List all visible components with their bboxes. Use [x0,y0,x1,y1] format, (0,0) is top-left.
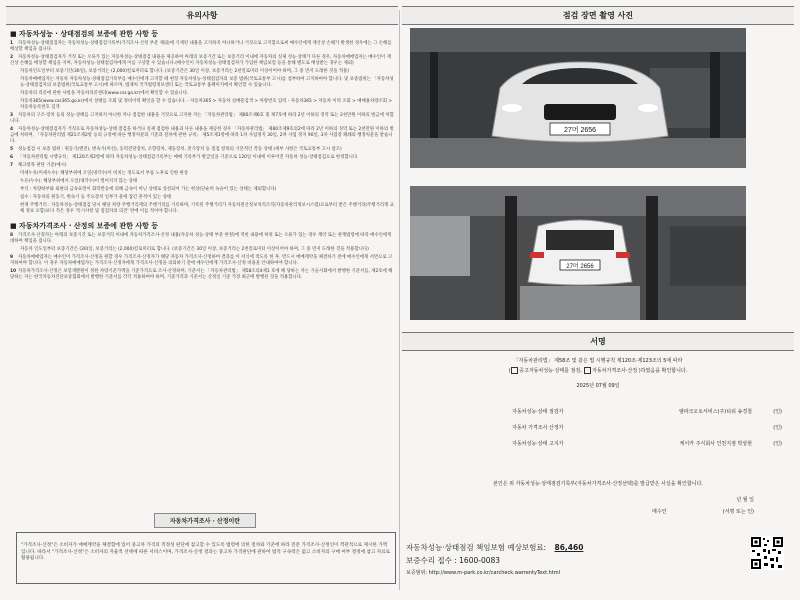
signature-seal[interactable]: (인) [773,425,782,431]
paragraph-number: 2 [10,55,14,60]
paragraph-number: 9 [10,255,14,260]
paragraph-text: 현재 주행거리 : 자동차성능·상태점검 당시 해당 차량 주행거리계의 주행거리를 기록하며, 기록된 주행거리가 자동차전산정보처리조직(자동차관리정보시스템)으로부터 받은 주행거리(주행거리계 교체 정보 포함)보다 적은 경우 '특기사항 및 점검자의 의견' 란에 이를 적어야 합니다. [20,203,394,214]
signature-role: 자동차성능·상태 점검자 [512,409,564,415]
issued-confirmation: 본인은 위 자동차성능·상태점검기록부(자동차가격조사·산정선택)를 발급받은 사실을 확인합니다. [493,481,703,487]
section1-paragraphs [6,41,398,215]
notice-paragraph [20,69,394,75]
notice-paragraph [10,127,394,145]
signature-role: 자동차성능·상태 고지자 [512,441,564,447]
signature-name: 케이카 주식회사 인천지점 박상현 [679,441,752,447]
notice-paragraph [20,91,394,97]
paragraph-text: 부식 : 차량하부와 외판의 금속표면이 화학반응에 의해 금속이 아닌 상태로 상실되어 가는 현상(단순히 녹슬어 있는 상태는 제외합니다) [20,187,277,192]
paragraph-text: 성능점검 시 보증 범위 : 원동기(엔진), 변속기(미션), 동력전달장치, 조향장치, 제동장치, 전기장치 등 점검 항목의 기본적인 작동 상태 (세부 사항은 국토교통부 고시 참조) [18,147,342,152]
paragraph-number: 10 [10,269,17,274]
car-front-photo [410,28,746,168]
plate-front-text: 27머 2656 [563,127,597,134]
paragraph-text: 자동차매매업자는 자동차 자동차성능·상태점검기록부를 매수인에게 고지할 때 현장 자동차성능·상태점검자의 보증 범위(국토교통부 고시)를 첨부하여 고지하여야 합니다. 및 보증범위는 「자동차성능·상태점검자의 보증범위(국토교통부 고시)에 따르며, 법제처 국가법령정보센터 또는 국토교통부 홈페이지에서 확인할 수 있습니다. [20,77,394,88]
paragraph-text: 자동차가격조사·산정은 보험개발원이 정한 차량기준가액을 기준가격으로 조사·산정하며, 기준서는 「자동차관리법」 제58조의4제1 호에 해 당하는 자는 기술사회에서 발행한 기준서를, 제2호에 해당하는 자는 한국자동차진단보증협회에서 발행한 기준서를 각각 적용하여야 하며, 기준가격과 기준서는 산정일 기준 가장 최근에 발행된 것을 적용합니다. [10,269,393,280]
notice-paragraph [20,77,394,89]
paragraph-text: 누유(누수): 해당부위에서 오일(냉각수)이 떨어지지 않는 상태 [20,179,138,184]
insurance-block [402,536,794,596]
paragraph-text: 자동차의 구조·장치 등의 성능·상태를 고지하지 아니한 자나 점검한 내용을 거짓으로 고지한 자는 「자동차관리법」 제80조제6호 및 제7호에 따라 2년 이하의 징역 또는 2천만원 이하의 벌금에 처합니다. [10,113,394,124]
signature-seal[interactable]: (인) [773,409,782,415]
signature-row [402,440,794,452]
paragraph-number: 4 [10,127,14,132]
notice-paragraph [10,41,394,53]
notice-header: 유의사항 [6,6,398,25]
buyer-sign: (서명 또는 인) [722,509,754,515]
paragraph-text: 자동차성능·상태점검자가 거짓 또는 오류가 있는 자동차성능·상태점검 내용을 제공하여 아래의 보증기간 또는 보증거리 이내에 자동차의 실제 성능·상태가 다른 경우, 자동차매매업자는 매수인이 재산상 손해를 배상할 책임을 지며, 자동차성능·상태점검자에게 이를 구상할 수 있습니다.(매수인이 자동차성능·상태점검자가 가입한 책임보험 등을 통해 별도로 배상받는 경우는 제외) [10,55,391,66]
column-divider [399,10,400,590]
signature-name: 엠파크오토서비스(주)티워 송경철 [678,409,752,415]
notice-paragraph [20,171,394,177]
signature-role: 자동차 가격조사 산정자 [512,425,564,431]
signature-checks: ( 중고자동차성능·상태를 점검, 자동차가격조사·산정 )하였음을 확인합니다. [508,368,688,374]
check-inspection-box[interactable] [511,367,518,374]
photo-sign-column [402,6,794,594]
plate-rear-text: 27머 2656 [566,264,594,270]
notice-paragraph [10,233,394,245]
paragraph-text: 「자동차관리법 시행규칙」 제120조제2항에 따라 자동차성능·상태점검기록부는 매매 기록부가 발급일을 기준으로 120일 이내에 이루어진 자동차 성능·상태점검으로 한정합니다. [18,155,359,160]
insurance-title-row [406,542,794,553]
notice-paragraph [20,203,394,215]
paragraph-number: 6 [10,155,14,160]
insurance-amount: 86,460 [554,543,584,552]
signature-row [402,424,794,436]
paragraph-text: 자동차인도일부터 보증기간(30일), 보증거리는 (2,000)킬로미터로 합니다. (보증기간은 30일 이상, 보증거리는 2천킬로미터 이상이어야 하며, 그 중 먼저 도래한 것을 적용) [20,69,350,74]
notice-column [6,6,398,594]
signature-seal[interactable]: (인) [773,441,782,447]
paragraph-text: 미세누유(미세누수): 해당부위에 오일(냉각수)이 비치는 정도로서 부품 노후로 인한 현상 [20,171,188,176]
car-rear-photo [410,186,746,320]
section1-title: ■ 자동차성능 · 상태점검의 보증에 관한 사항 등 [10,30,159,38]
paragraph-number: 7 [10,163,14,168]
check-price-box[interactable] [584,367,591,374]
paragraph-text: 자동차 인도일부터 보증기간은 (30)일, 보증거리는 (2,000)킬로미터로 합니다. (보증기간은 30일 이상, 보증거리는 2천킬로미터 이상이어야 하며, 그 중 먼저 도래한 것을 적용합니다) [20,247,369,252]
notice-paragraph [10,163,394,169]
notice-paragraph [20,99,394,111]
paragraph-number: 1 [10,41,14,46]
notice-paragraph [10,147,394,153]
paragraph-number: 8 [10,233,14,238]
check-price-label: 자동차가격조사·산정 [592,368,638,374]
notice-paragraph [20,187,394,193]
notice-box [16,532,396,584]
section2-paragraphs [6,233,398,281]
check-inspection-label: 중고자동차성능·상태를 점검, [519,368,582,374]
signature-row [402,408,794,420]
paragraph-number: 3 [10,113,14,118]
inspection-photo-front [410,28,746,168]
notice-paragraph [10,55,394,67]
insurance-phone: 보증수리 접수 : 1600-0083 [406,556,501,565]
notice-box-title: 자동차가격조사 · 산정이란 [154,513,256,528]
notice-paragraph [20,195,394,201]
insurance-url[interactable]: 보증범위: http://www.m-park.co.kr/carcheck.warrentyText.html [406,570,561,576]
notice-paragraph [10,113,394,125]
signature-header: 서명 [402,332,794,351]
signature-statement-end: )하였음을 확인합니다. [638,368,688,374]
notice-paragraph [10,255,394,267]
notice-box-text: "가격조사·산정"은 소비자가 매매계약을 체결함에 있어 중고차 가격의 적정성 판단에 참고할 수 있도록 법령에 의한 절차와 기준에 따라 전문 가격조사·산정인이 객관적으로 제시한 가액입니다. 따라서 "가격조사·산정"은 소비자의 자율적 선택에 따른 서비스이며, 가격조사·산정 결과는 중고차 가격판단에 관하여 법적 구속력은 없고 소비자의 구매 여부 결정에 참고 자료로 활용됩니다. [21,543,391,561]
notice-paragraph [10,155,394,161]
buyer-label: 매수인 [652,509,667,515]
buyer-date: 년 월 일 [736,497,754,503]
paragraph-text: 자동차365(www.car365.go.kr)에서 상태를 조회 및 정비이력 확인을 할 수 있습니다. - 자동차365 > 자동차 실매물검색 > 차량번호 입력 - 자동차365 > 자동차 이력 조회 > 매매용차량조회 > 자동차등록번호 검색 [20,99,393,110]
notice-paragraph [20,247,394,253]
paragraph-text: 침수 : 자동차의 원동기, 변속기 등 주요장치 일부가 물에 잠긴 흔적이 있는 상태 [20,195,172,200]
qr-code-icon [750,536,784,570]
notice-paragraph [10,269,394,281]
signature-date: 2025년 07월 09일 [576,383,620,389]
paragraph-text: 자동차매매업자는 매수인이 가격조사·산정을 원할 경우 가격조사·산정자가 해당 자동차 가격조사·산정하여 결과를 이 서식에 적도록 한 후, 반드시 매매계약을 체결하기 전에 매수인에게 서면으로 고지하여야 합니다. 이 경우 자동차매매업자는 가격조사·산정자에게 가격조사·산정을 의뢰하기 전에 매수인에게 가격조사·산정 비용을 안내하여야 합니다. [10,255,393,266]
paragraph-text: 자동차의 리콜에 관한 사항을 자동차리콜센터(www.car.go.kr)에서 확인할 수 있습니다. [20,91,189,96]
paragraph-text: 체크항목 판단 기준(예시) [18,163,67,168]
notice-paragraph [20,179,394,185]
signature-statement: 「자동차관리법」 제58조 및 같은 법 시행규칙 제120조·제123조의 5에 따라 [513,358,683,364]
section2-title: ■ 자동차가격조사 · 산정의 보증에 관한 사항 등 [10,222,159,230]
qr-code[interactable] [750,536,784,570]
inspection-photo-rear [410,186,746,320]
paragraph-text: 가격조사·산정자는 아래의 보증기간 또는 보증거리 이내에 자동차가격조사·산정 내용(자동차 성능·상태 부분 한정)에 적힌 내용에 허위 또는 오류가 있는 경우 계약 또는 관계법령에 따라 매수인에게 대하여 책임을 집니다. [10,233,392,244]
paragraph-text: 자동차성능·상태점검자가 거짓으로 자동차성능·상태 점검을 하거나 실제 점검한 내용과 다른 내용을 제공한 경우 「자동차관리법」 제80조제9호의2에 따라 2년 이하의 징역 또는 2천만원 이하의 벌금에 처하며, 「자동차관리법 제21조제2항 등의 규정에 따른 행정처분의 기준과 절차에 관한 규칙」 제5조제1항에 따라 1차 사업정지 30일, 2차 사업 정지 90일, 3차 사업장 폐쇄의 행정처분을 받습니다. [10,127,394,144]
insurance-title: 자동차성능·상태점검 책임보험 예상보험료: [406,543,547,552]
paragraph-text: 자동차성능·상태점검자는 자동차성능·상태점검기록부(가격조사·산정 부분 제외)에 기재된 내용을 고지하지 아니하거나 거짓으로 고지함으로써 매수인에게 재산상 손해가 발생한 경우에는 그 손해를 배상할 책임을 집니다. [10,41,392,52]
photo-header: 점검 장면 촬영 사진 [402,6,794,25]
paragraph-number: 5 [10,147,14,152]
signature-section [402,332,794,515]
